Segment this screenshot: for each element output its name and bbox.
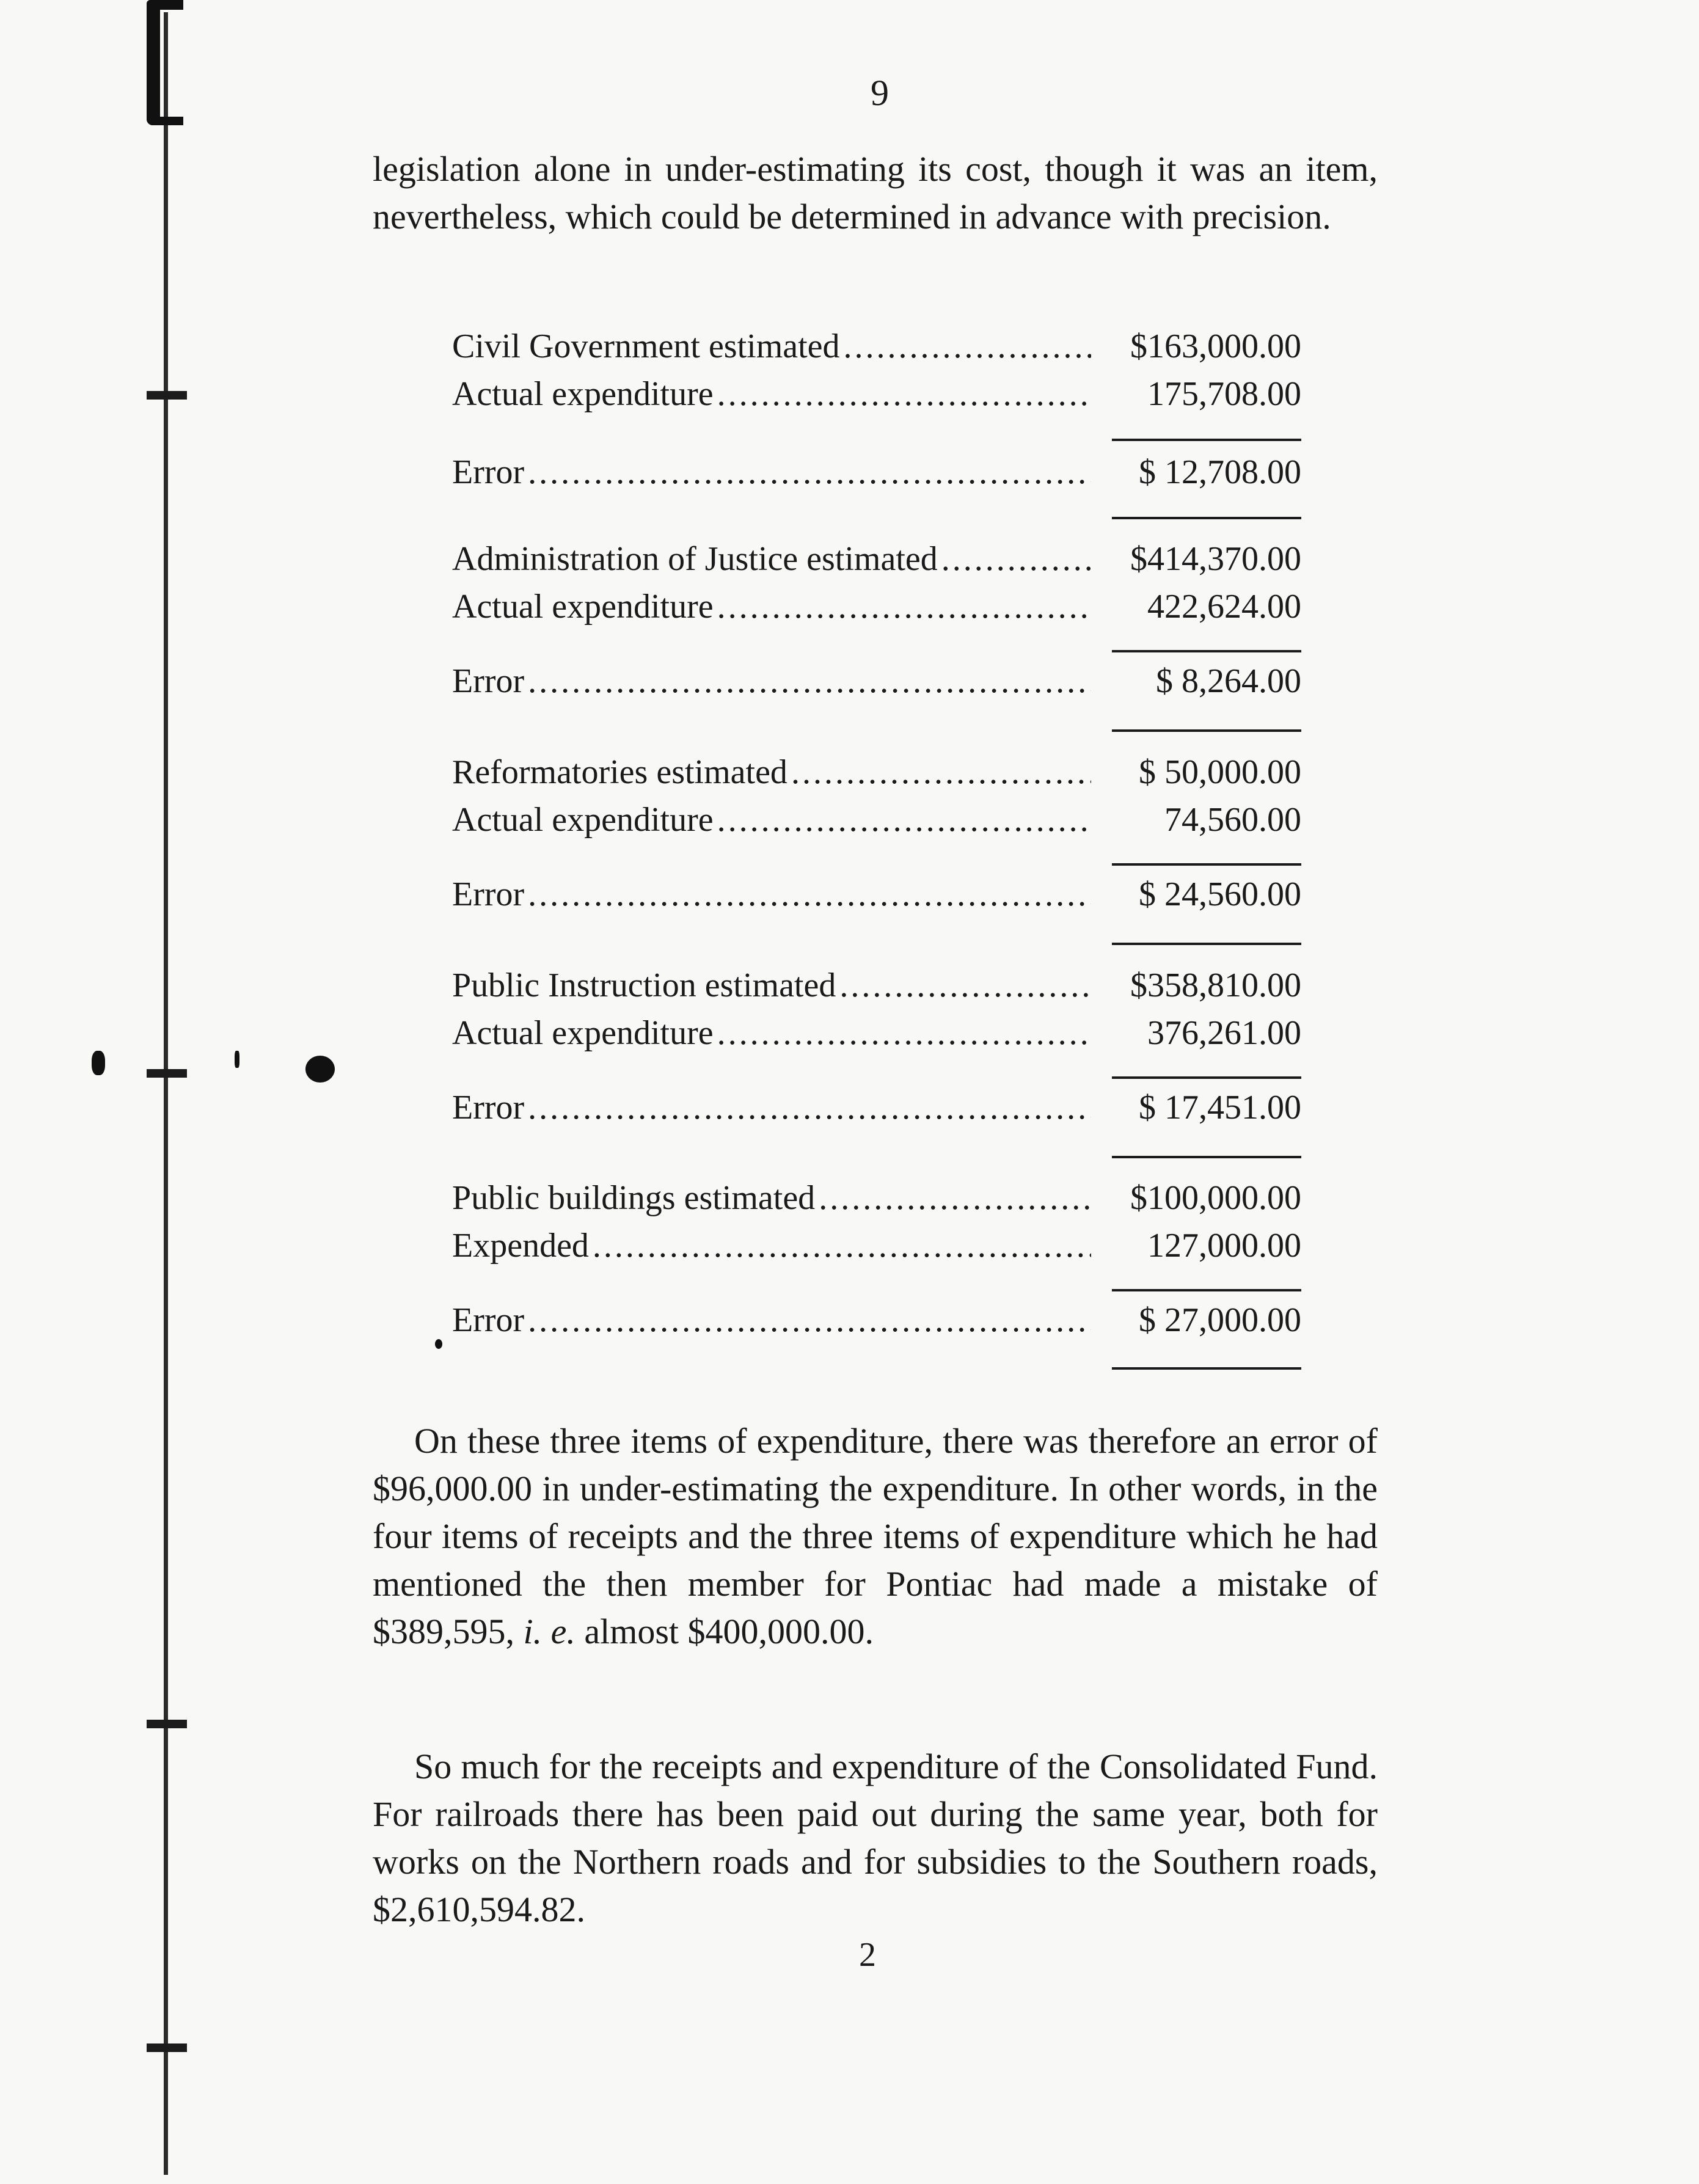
estimate-amount: $100,000.00 [1130,1179,1301,1217]
dot-leader [528,657,1091,705]
summary-paragraph [373,1417,1378,1656]
error-row [452,1296,1301,1344]
actual-label: Expended [452,1227,589,1265]
error-label: Error [452,875,525,913]
estimate-row [452,748,1301,796]
actual-row [452,796,1301,844]
error-row [452,448,1301,496]
intro-paragraph: legislation alone in under-estimating its cost, though it was an item, nevertheless, which could be determined in advance with precision. [373,149,1378,236]
total-rule [1112,1156,1301,1158]
sum-rule [1112,1076,1301,1079]
binding-clip-mark [147,0,183,125]
sum-rule [1112,650,1301,652]
error-label: Error [452,453,525,491]
estimate-label: Public Instruction estimated [452,966,836,1004]
ink-blot [92,1051,105,1075]
actual-label: Actual expenditure [452,1014,714,1052]
estimate-amount: $358,810.00 [1130,966,1301,1004]
actual-amount: 376,261.00 [1147,1014,1301,1052]
dot-leader [717,583,1091,630]
railroads-paragraph: So much for the receipts and expenditure of the Consolidated Fund. For railroads there has been paid out during the same year, both for works on the Northern roads and for subsidies to the Southern roads, $2,610,594.82. [373,1747,1378,1929]
dot-leader [528,448,1091,496]
actual-row [452,583,1301,630]
dot-leader [844,323,1091,370]
dot-leader [528,871,1091,918]
actual-amount: 175,708.00 [1147,375,1301,413]
dot-leader [941,535,1091,583]
sheet-signature-number: 2 [859,1936,876,1974]
page-number: 9 [871,73,889,113]
binding-tick-mark [147,2043,187,2052]
estimate-amount: $414,370.00 [1130,540,1301,578]
estimate-amount: $163,000.00 [1130,327,1301,365]
summary-text-start: On these three items of expenditure, there was therefore an error of $96,000.00 in under-estimating the expenditure. In other words, in the four items of receipts and the three items of expenditure which he had mentioned the then member for Pontiac had made a mistake of $389,595, [373,1421,1378,1651]
error-row [452,657,1301,705]
error-row [452,1084,1301,1131]
total-rule [1112,517,1301,519]
ink-blot [305,1056,335,1083]
ink-blot [435,1339,442,1349]
estimate-row [452,323,1301,370]
dot-leader [717,796,1091,844]
error-row [452,871,1301,918]
dot-leader [819,1174,1091,1222]
dot-leader [593,1222,1091,1269]
error-label: Error [452,1089,525,1127]
estimate-label: Administration of Justice estimated [452,540,938,578]
total-rule [1112,729,1301,732]
estimate-row [452,535,1301,583]
binding-edge [164,12,168,2175]
actual-row [452,1222,1301,1269]
actual-label: Actual expenditure [452,801,714,839]
dot-leader [839,962,1091,1009]
summary-text-end: almost $400,000.00. [575,1612,874,1651]
ink-blot [235,1051,239,1068]
dot-leader [717,1009,1091,1057]
estimate-row [452,962,1301,1009]
dot-leader [791,748,1091,796]
error-amount: $ 24,560.00 [1139,875,1301,913]
sum-rule [1112,863,1301,866]
summary-italic-abbrev: i. e. [523,1612,575,1651]
estimate-label: Reformatories estimated [452,753,787,791]
dot-leader [528,1296,1091,1344]
actual-amount: 74,560.00 [1164,801,1301,839]
sum-rule [1112,439,1301,441]
dot-leader [528,1084,1091,1131]
error-amount: $ 17,451.00 [1139,1089,1301,1127]
actual-label: Actual expenditure [452,588,714,626]
total-rule [1112,1367,1301,1370]
binding-tick-mark [147,1069,187,1078]
actual-row [452,370,1301,418]
error-amount: $ 12,708.00 [1139,453,1301,491]
estimate-row [452,1174,1301,1222]
actual-amount: 422,624.00 [1147,588,1301,626]
estimate-label: Public buildings estimated [452,1179,816,1217]
error-amount: $ 8,264.00 [1156,662,1301,700]
actual-row [452,1009,1301,1057]
actual-amount: 127,000.00 [1147,1227,1301,1265]
binding-tick-mark [147,1720,187,1728]
actual-label: Actual expenditure [452,375,714,413]
dot-leader [717,370,1091,418]
total-rule [1112,943,1301,945]
sum-rule [1112,1289,1301,1291]
estimate-amount: $ 50,000.00 [1139,753,1301,791]
binding-tick-mark [147,391,187,400]
estimate-label: Civil Government estimated [452,327,840,365]
error-label: Error [452,662,525,700]
error-label: Error [452,1301,525,1339]
error-amount: $ 27,000.00 [1139,1301,1301,1339]
